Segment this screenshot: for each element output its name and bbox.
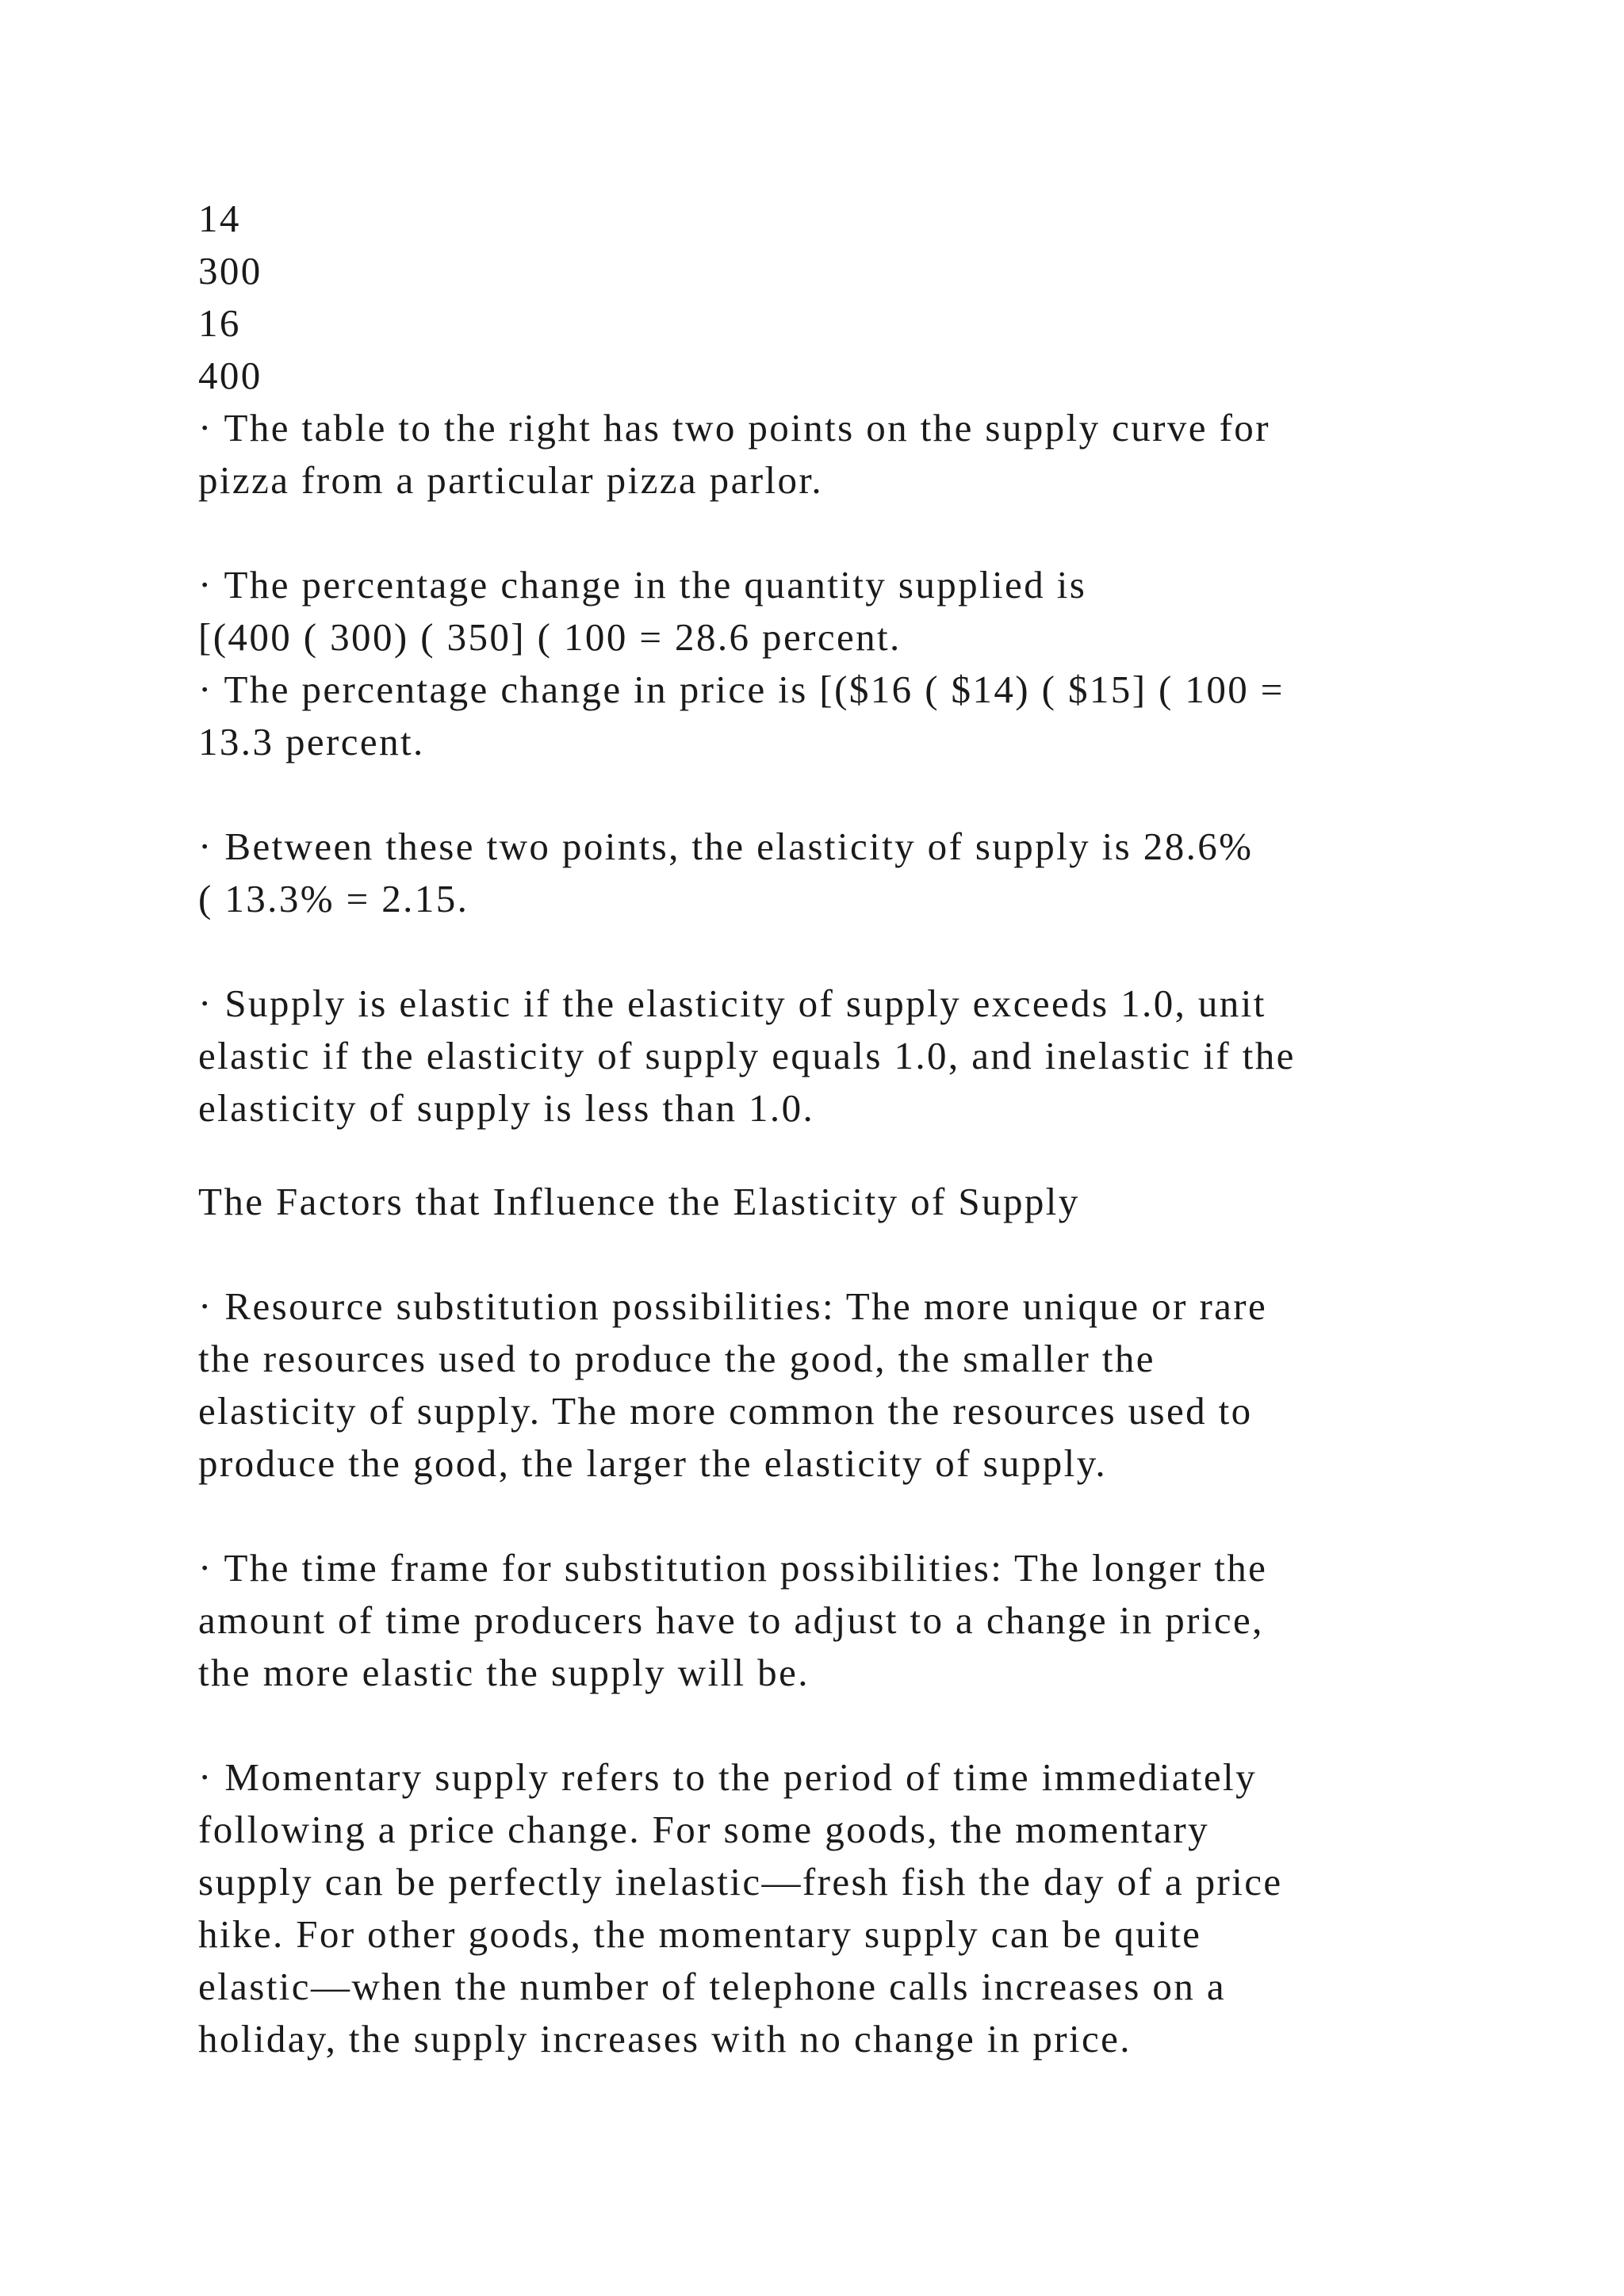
text-line: elastic—when the number of telephone calls increases on a — [198, 1965, 1227, 2008]
paragraph-gap — [198, 1490, 1467, 1542]
text-line: the resources used to produce the good, the smaller the — [198, 1337, 1155, 1380]
factor-momentary-supply — [198, 1751, 1467, 2065]
paragraph-gap — [198, 1135, 1467, 1176]
text-line: elastic if the elasticity of supply equals 1.0, and inelastic if the — [198, 1034, 1296, 1077]
factor-resource-substitution — [198, 1280, 1467, 1490]
text-line: hike. For other goods, the momentary supply can be quite — [198, 1912, 1202, 1956]
paragraph-percentage-changes — [198, 559, 1467, 768]
text-line: 13.3 percent. — [198, 720, 425, 763]
table-value: 14 — [198, 197, 241, 240]
text-line: supply can be perfectly inelastic—fresh fish the day of a price — [198, 1860, 1283, 1904]
table-value: 16 — [198, 301, 241, 345]
paragraph-table-description — [198, 402, 1467, 507]
text-line: pizza from a particular pizza parlor. — [198, 458, 824, 502]
text-line: · Resource substitution possibilities: The more unique or rare — [198, 1284, 1268, 1328]
text-line: · Supply is elastic if the elasticity of supply exceeds 1.0, unit — [198, 982, 1266, 1025]
paragraph-elasticity-definition — [198, 978, 1467, 1135]
text-line: · The percentage change in the quantity supplied is — [198, 563, 1087, 607]
text-line: amount of time producers have to adjust to a change in price, — [198, 1598, 1264, 1642]
text-line: [(400 ( 300) ( 350] ( 100 = 28.6 percent. — [198, 615, 902, 659]
paragraph-gap — [198, 768, 1467, 821]
paragraph-gap — [198, 1228, 1467, 1280]
table-value: 300 — [198, 249, 262, 293]
text-line: elasticity of supply is less than 1.0. — [198, 1086, 815, 1130]
document-page — [198, 193, 1467, 2065]
paragraph-gap — [198, 925, 1467, 978]
paragraph-gap — [198, 1699, 1467, 1751]
text-line: · The table to the right has two points on the supply curve for — [198, 406, 1270, 450]
text-line: holiday, the supply increases with no change in price. — [198, 2017, 1132, 2061]
paragraph-gap — [198, 507, 1467, 559]
factor-time-frame — [198, 1542, 1467, 1699]
text-line: ( 13.3% = 2.15. — [198, 877, 469, 920]
section-heading: The Factors that Influence the Elasticity of Supply — [198, 1180, 1080, 1223]
text-line: elasticity of supply. The more common the resources used to — [198, 1389, 1253, 1433]
text-line: · Momentary supply refers to the period of time immediately — [198, 1755, 1257, 1799]
text-line: the more elastic the supply will be. — [198, 1651, 810, 1694]
text-line: following a price change. For some goods, the momentary — [198, 1808, 1210, 1851]
text-line: · The percentage change in price is [($16 ( $14) ( $15] ( 100 = — [198, 668, 1285, 711]
text-line: produce the good, the larger the elasticity of supply. — [198, 1441, 1108, 1485]
text-line: · Between these two points, the elasticity of supply is 28.6% — [198, 825, 1254, 868]
text-line: · The time frame for substitution possibilities: The longer the — [198, 1546, 1268, 1590]
paragraph-elasticity-result — [198, 821, 1467, 925]
table-values — [198, 193, 1467, 402]
table-value: 400 — [198, 354, 262, 397]
